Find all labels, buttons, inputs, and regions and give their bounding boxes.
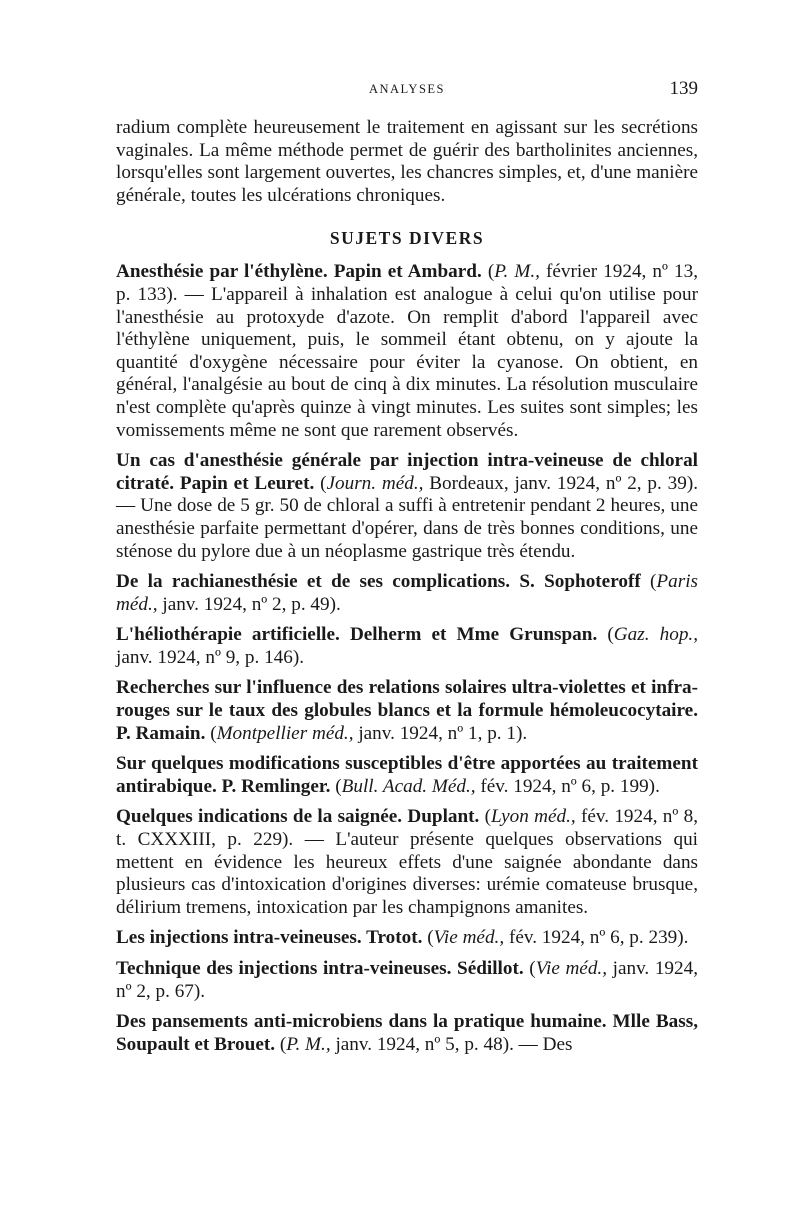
entry-reference: Bordeaux, janv. 1924, nº 2, p. 39). — Une dose de 5 gr. 50 de chloral a suffi à entretenir pendant 2 heures, une anesthésie parfaite permettant d'opérer, dans de très bonnes conditions, une sténose du pylore due à un néoplasme gastrique très étendu. <box>116 472 699 562</box>
entry-title: Sur quelques modifications susceptibles d'être apportées au traitement antirabique. P. Remlinger. <box>116 753 698 797</box>
entry-title: Quelques indications de la saignée. Duplant. <box>116 806 480 828</box>
entry-source: P. M., <box>286 1033 331 1055</box>
entry-ethylene: Anesthésie par l'éthylène. Papin et Ambard. (P. M., février 1924, nº 13, p. 133). — L'appareil à inhalation est analogue à celui qu'on utilise pour l'anesthésie au protoxyde d'azote. On remplit d'abord l'appareil avec l'éthylène uniquement, puis, le sommeil étant obtenu, on y ajoute la quantité d'oxygène nécessaire pour éviter la cyanose. On obtient, en général, l'analgésie au bout de cinq à dix minutes. La résolution musculaire n'est complète qu'après quinze à vingt minutes. Les suites sont simples; les vomissements même ne sont que rarement observés. <box>116 261 699 441</box>
entry-source: Gaz. hop., <box>613 624 699 646</box>
entry-antirabique: Sur quelques modifications susceptibles d'être apportées au traitement antirabique. P. Remlinger. (Bull. Acad. Méd., fév. 1924, nº 6, p. 199). <box>116 753 698 797</box>
entry-reference: janv. 1924, nº 9, p. 146). <box>116 646 305 668</box>
entry-recherches-solaires: Recherches sur l'influence des relations solaires ultra-violettes et infra-rouges sur le taux des globules blancs et la formule hémoleucocytaire. P. Ramain. (Montpellier méd., janv. 1924, nº 1, p. 1). <box>116 677 698 744</box>
entry-source: Paris méd., <box>116 571 699 615</box>
entry-saignee: Quelques indications de la saignée. Duplant. (Lyon méd., fév. 1924, nº 8, t. CXXXIII, p. 229). — L'auteur présente quelques observations qui mettent en évidence les heureux effets d'une saignée abondante dans plusieurs cas d'intoxication d'origines diverses: urémie comateuse brusque, délirium tremens, intoxication par les champignons amanites. <box>116 806 699 918</box>
entry-reference: janv. 1924, nº 5, p. 48). — Des <box>330 1033 573 1055</box>
entry-source: Vie méd., <box>433 927 505 949</box>
entry-reference: fév. 1924, nº 8, t. CXXXIII, p. 229). — L'auteur présente quelques observations qui mettent en évidence les heureux effets d'une saignée abondante dans plusieurs cas d'intoxication d'origines diverses: urémie comateuse brusque, délirium tremens, intoxication par les champignons amanites. <box>116 806 699 918</box>
entry-source: P. M., <box>494 261 540 283</box>
entry-title: Des pansements anti-microbiens dans la pratique humaine. Mlle Bass, Soupault et Brouet. <box>116 1011 698 1055</box>
entry-title: Recherches sur l'influence des relations solaires ultra-violettes et infra-rouges sur le taux des globules blancs et la formule hémoleucocytaire. P. Ramain. <box>116 677 698 744</box>
page-body <box>116 117 698 1056</box>
entry-source: Montpellier méd., <box>216 722 354 744</box>
entry-rachianesthesie: De la rachianesthésie et de ses complications. S. Sophoteroff (Paris méd., janv. 1924, nº 2, p. 49). <box>116 571 699 615</box>
entry-technique-injections: Technique des injections intra-veineuses. Sédillot. (Vie méd., janv. 1924, nº 2, p. 67). <box>116 958 699 1002</box>
entry-title: Technique des injections intra-veineuses. Sédillot. <box>116 958 524 979</box>
entry-reference: fév. 1924, nº 6, p. 199). <box>475 775 660 797</box>
entry-title: L'héliothérapie artificielle. Delherm et Mme Grunspan. <box>116 624 598 646</box>
entry-source: Lyon méd., <box>491 806 576 828</box>
entry-heliotherapie: L'héliothérapie artificielle. Delherm et Mme Grunspan. (Gaz. hop., janv. 1924, nº 9, p. 146). <box>116 624 699 668</box>
entry-pansements: Des pansements anti-microbiens dans la pratique humaine. Mlle Bass, Soupault et Brouet. (P. M., janv. 1924, nº 5, p. 48). — Des <box>116 1011 698 1055</box>
running-title: ANALYSES <box>368 82 446 96</box>
entry-title: Un cas d'anesthésie générale par injection intra-veineuse de chloral citraté. Papin et Leuret. <box>116 450 698 494</box>
entry-reference: janv. 1924, nº 2, p. 67). <box>116 958 699 1002</box>
entry-injections-trotot: Les injections intra-veineuses. Trotot. (Vie méd., fév. 1924, nº 6, p. 239). <box>116 927 689 949</box>
entry-reference: janv. 1924, nº 1, p. 1). <box>353 722 528 744</box>
section-title: SUJETS DIVERS <box>329 228 485 249</box>
entry-reference: janv. 1924, nº 2, p. 49). <box>157 593 341 615</box>
entry-title: Anesthésie par l'éthylène. Papin et Ambard. <box>116 261 482 283</box>
entry-title: Les injections intra-veineuses. Trotot. <box>116 927 423 949</box>
entry-source: Journ. méd., <box>326 472 424 494</box>
intro-paragraph: radium complète heureusement le traitement en agissant sur les secrétions vaginales. La même méthode permet de guérir des bartholinites anciennes, lorsqu'elles sont largement ouvertes, les chancres simples, et, d'une manière générale, toutes les ulcérations chroniques. <box>116 117 698 206</box>
entry-source: Bull. Acad. Méd., <box>341 775 476 797</box>
entry-reference: février 1924, nº 13, p. 133). — L'appareil à inhalation est analogue à celui qu'on utilise pour l'anesthésie au protoxyde d'azote. On remplit d'abord l'appareil avec l'éthylène uniquement, puis, le sommeil étant obtenu, on y ajoute la quantité d'oxygène nécessaire pour éviter la cyanose. On obtient, en général, l'analgésie au bout de cinq à dix minutes. La résolution musculaire n'est complète qu'après quinze à vingt minutes. Les suites sont simples; les vomissements même ne sont que rarement observés. <box>116 261 699 441</box>
entry-title: De la rachianesthésie et de ses complications. S. Sophoteroff <box>116 571 641 593</box>
page-header <box>116 78 698 102</box>
entry-reference: fév. 1924, nº 6, p. 239). <box>504 927 689 949</box>
page-number: 139 <box>669 78 698 99</box>
entry-source: Vie méd., <box>535 958 608 979</box>
entry-chloral: Un cas d'anesthésie générale par injection intra-veineuse de chloral citraté. Papin et Leuret. (Journ. méd., Bordeaux, janv. 1924, nº 2, p. 39). — Une dose de 5 gr. 50 de chloral a suffi à entretenir pendant 2 heures, une anesthésie parfaite permettant d'opérer, dans de très bonnes conditions, une sténose du pylore due à un néoplasme gastrique très étendu. <box>116 450 699 562</box>
